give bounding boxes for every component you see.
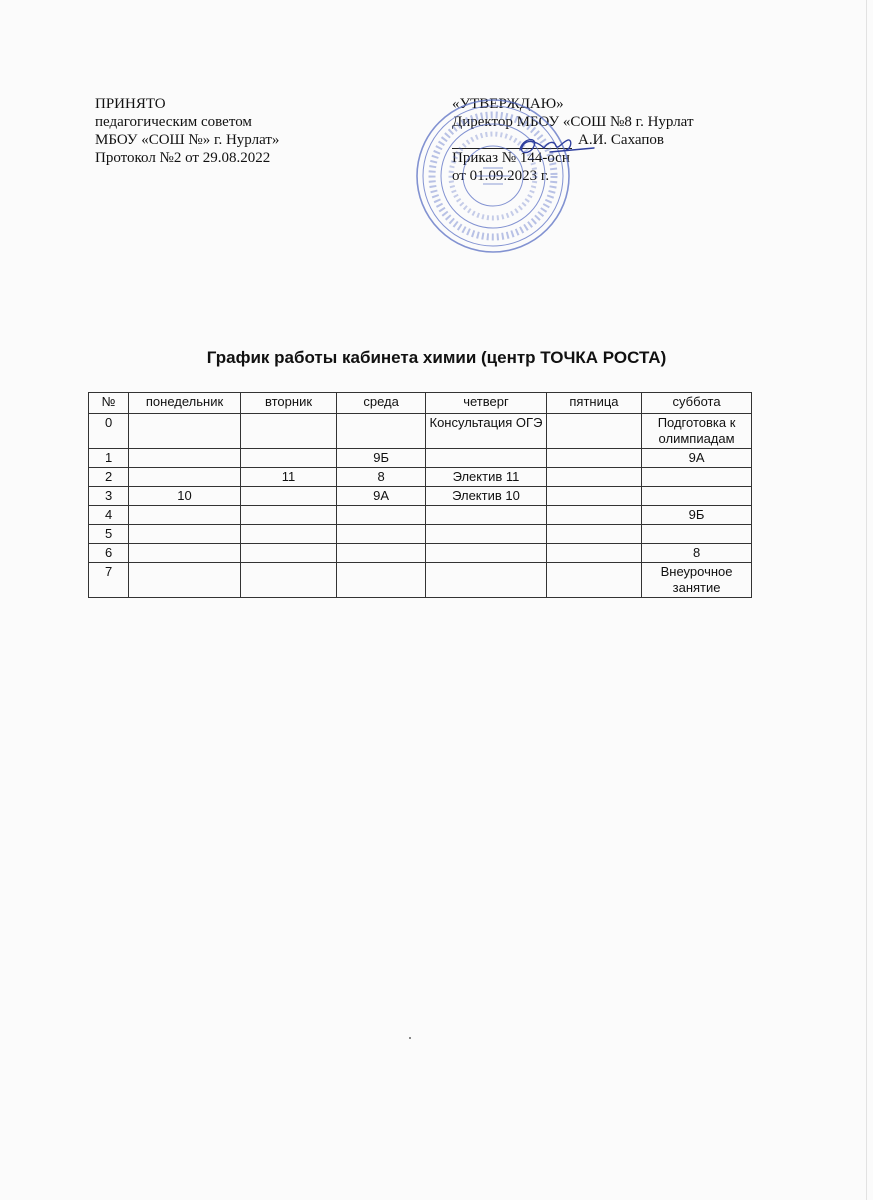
signature-blank — [452, 132, 572, 149]
signer-name: А.И. Сахапов — [578, 132, 664, 148]
table-cell: Внеурочное занятие — [642, 563, 752, 598]
table-row — [89, 487, 752, 506]
column-header: четверг — [426, 393, 547, 414]
table-cell — [129, 563, 241, 598]
lesson-number-cell: 5 — [89, 525, 129, 544]
table-cell — [337, 414, 426, 449]
table-cell — [546, 506, 641, 525]
table-cell — [240, 525, 336, 544]
page-edge — [866, 0, 867, 1200]
table-cell — [240, 563, 336, 598]
lesson-number-cell: 4 — [89, 506, 129, 525]
table-row — [89, 544, 752, 563]
table-cell — [546, 468, 641, 487]
column-header: среда — [337, 393, 426, 414]
table-cell: Подготовка к олимпиадам — [642, 414, 752, 449]
table-cell: 11 — [240, 468, 336, 487]
page-title: График работы кабинета химии (центр ТОЧКА РОСТА) — [206, 348, 667, 367]
table-cell — [240, 449, 336, 468]
accepted-body-line: МБОУ «СОШ №» г. Нурлат» — [95, 132, 280, 148]
table-cell: 9А — [642, 449, 752, 468]
table-cell: 10 — [129, 487, 241, 506]
table-cell: Электив 10 — [426, 487, 547, 506]
table-cell: 9Б — [337, 449, 426, 468]
table-cell — [240, 414, 336, 449]
table-cell — [337, 544, 426, 563]
accepted-heading: ПРИНЯТО — [95, 96, 166, 112]
table-cell — [240, 544, 336, 563]
table-cell — [337, 525, 426, 544]
column-header: вторник — [240, 393, 336, 414]
table-cell — [129, 468, 241, 487]
table-cell: Консультация ОГЭ — [426, 414, 547, 449]
table-cell — [426, 525, 547, 544]
table-cell — [426, 544, 547, 563]
table-cell — [426, 563, 547, 598]
table-row — [89, 563, 752, 598]
table-cell: 9Б — [642, 506, 752, 525]
table-cell — [129, 544, 241, 563]
table-cell — [546, 525, 641, 544]
table-row — [89, 414, 752, 449]
approved-heading: «УТВЕРЖДАЮ» — [452, 96, 564, 112]
table-cell: 8 — [337, 468, 426, 487]
column-header: суббота — [642, 393, 752, 414]
table-cell — [337, 563, 426, 598]
approval-block-approved — [452, 95, 694, 185]
signature-line — [452, 131, 694, 149]
table-cell — [129, 414, 241, 449]
table-cell: 8 — [642, 544, 752, 563]
table-cell: 9А — [337, 487, 426, 506]
table-row — [89, 525, 752, 544]
table-cell — [240, 506, 336, 525]
table-cell — [129, 449, 241, 468]
table-cell — [129, 506, 241, 525]
table-cell — [426, 449, 547, 468]
lesson-number-cell: 7 — [89, 563, 129, 598]
order-line: Приказ № 144-осн — [452, 150, 570, 166]
table-row — [89, 468, 752, 487]
lesson-number-cell: 3 — [89, 487, 129, 506]
table-cell — [642, 525, 752, 544]
column-header: пятница — [546, 393, 641, 414]
table-row — [89, 449, 752, 468]
protocol-line: Протокол №2 от 29.08.2022 — [95, 150, 271, 166]
table-cell — [240, 487, 336, 506]
table-row — [89, 506, 752, 525]
lesson-number-cell: 0 — [89, 414, 129, 449]
lesson-number-cell: 6 — [89, 544, 129, 563]
accepted-body-line: педагогическим советом — [95, 114, 252, 130]
order-date-line: от 01.09.2023 г. — [452, 168, 550, 184]
table-cell — [337, 506, 426, 525]
column-header: № — [89, 393, 129, 414]
table-cell — [546, 414, 641, 449]
table-cell — [546, 544, 641, 563]
table-cell — [129, 525, 241, 544]
table-cell — [546, 449, 641, 468]
director-line: Директор МБОУ «СОШ №8 г. Нурлат — [452, 114, 694, 130]
lesson-number-cell: 2 — [89, 468, 129, 487]
approval-block-accepted — [95, 95, 279, 167]
table-cell — [426, 506, 547, 525]
table-cell — [642, 487, 752, 506]
table-cell — [546, 487, 641, 506]
table-cell: Электив 11 — [426, 468, 547, 487]
table-header-row — [89, 393, 752, 414]
lesson-number-cell: 1 — [89, 449, 129, 468]
table-cell — [642, 468, 752, 487]
scan-speck — [409, 1037, 411, 1039]
column-header: понедельник — [129, 393, 241, 414]
table-cell — [546, 563, 641, 598]
schedule-table — [88, 392, 752, 598]
